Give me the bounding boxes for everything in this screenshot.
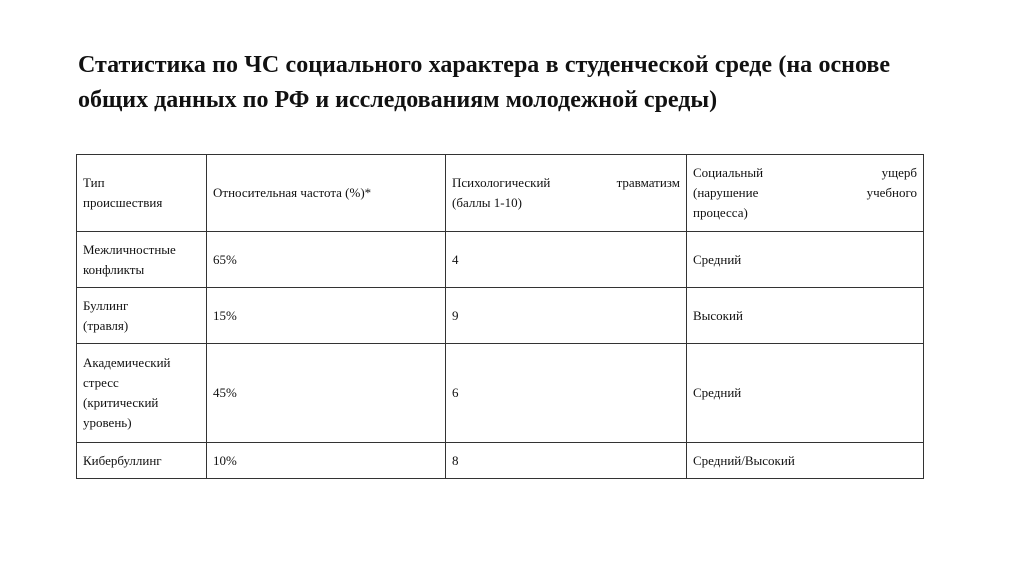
cell-damage: Средний [687, 344, 924, 443]
cell-type: Кибербуллинг [77, 443, 207, 479]
header-frequency: Относительная частота (%)* [207, 155, 446, 232]
header-type: Тип происшествия [77, 155, 207, 232]
cell-damage: Средний/Высокий [687, 443, 924, 479]
statistics-table [76, 154, 924, 479]
page-title: Статистика по ЧС социального характера в студенческой среде (на основе общих данных по РФ и исследованиям молодежной среды) [78, 52, 890, 113]
cell-trauma: 6 [446, 344, 687, 443]
cell-type: Буллинг (травля) [77, 288, 207, 344]
cell-trauma: 9 [446, 288, 687, 344]
table-row [77, 344, 924, 443]
table-row [77, 443, 924, 479]
cell-damage: Средний [687, 232, 924, 288]
cell-frequency: 15% [207, 288, 446, 344]
cell-frequency: 65% [207, 232, 446, 288]
table-row [77, 232, 924, 288]
cell-trauma: 8 [446, 443, 687, 479]
header-trauma: Психологический травматизм (баллы 1-10) [446, 155, 687, 232]
cell-frequency: 45% [207, 344, 446, 443]
table-row [77, 288, 924, 344]
table-header-row [77, 155, 924, 232]
header-social-damage: Социальный ущерб (нарушение учебного процесса) [687, 155, 924, 232]
cell-trauma: 4 [446, 232, 687, 288]
cell-frequency: 10% [207, 443, 446, 479]
cell-damage: Высокий [687, 288, 924, 344]
cell-type: Межличностные конфликты [77, 232, 207, 288]
cell-type: Академический стресс (критический уровень) [77, 344, 207, 443]
